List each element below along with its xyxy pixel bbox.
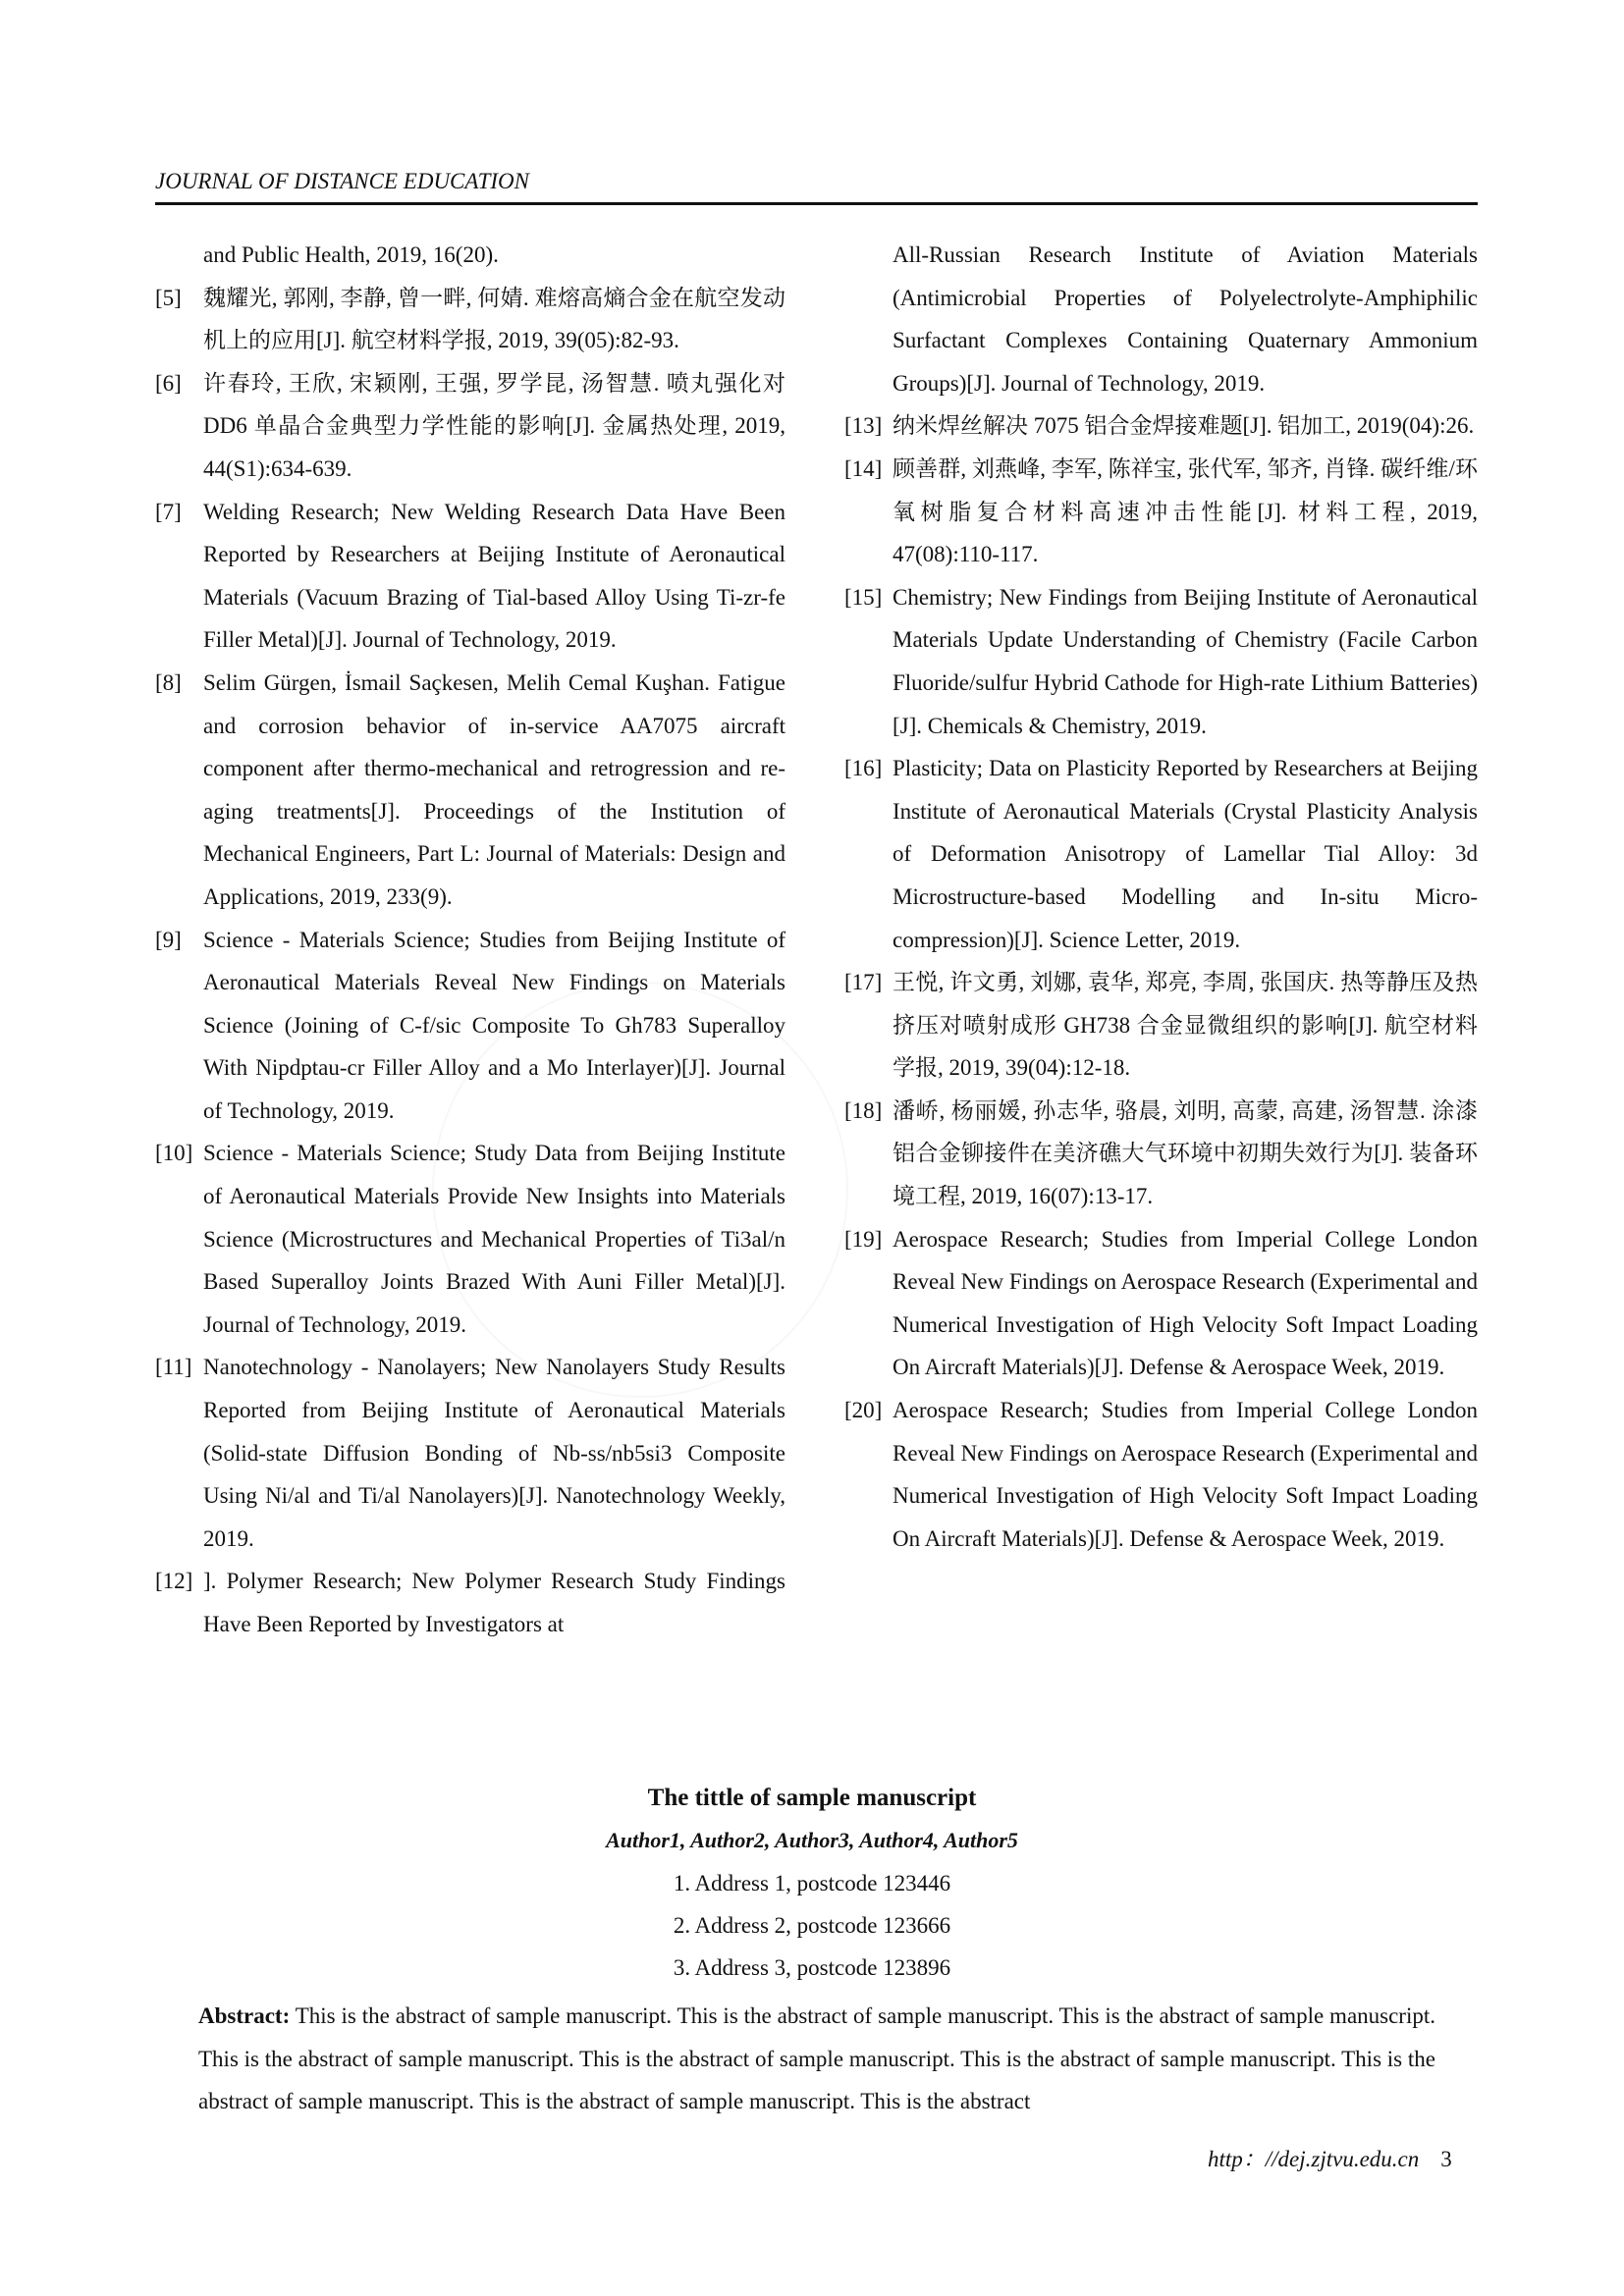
reference-text: Plasticity; Data on Plasticity Reported by Researchers at Beijing Institute of Aeronautical Materials (Crystal Plasticity Analysis of Deformation Anisotropy of Lamellar Tial Alloy: 3d Microstructure-based Modelling and In-situ Micro-compression)[J]. Science Letter, 2019. <box>893 756 1478 952</box>
reference-item <box>155 1560 785 1645</box>
journal-url[interactable]: http：//dej.zjtvu.edu.cn <box>1208 2147 1420 2171</box>
reference-text: 纳米焊丝解决 7075 铝合金焊接难题[J]. 铝加工, 2019(04):26. <box>893 413 1475 439</box>
abstract-label: Abstract: <box>198 2003 291 2028</box>
reference-item <box>155 919 785 1133</box>
reference-text: Chemistry; New Findings from Beijing Institute of Aeronautical Materials Update Understanding of Chemistry (Facile Carbon Fluoride/sulfur Hybrid Cathode for High-rate Lithium Batteries)[J]. Chemicals & Chemistry, 2019. <box>893 584 1478 738</box>
reference-text: ]. Polymer Research; New Polymer Research Study Findings Have Been Reported by Investigators at <box>203 1569 785 1636</box>
reference-text: 许春玲, 王欣, 宋颖刚, 王强, 罗学昆, 汤智慧. 喷丸强化对 DD6 单晶合金典型力学性能的影响[J]. 金属热处理, 2019, 44(S1):634-639. <box>203 370 785 481</box>
reference-item <box>844 1218 1478 1389</box>
reference-number: [14] <box>844 455 883 481</box>
reference-text: 王悦, 许文勇, 刘娜, 袁华, 郑亮, 李周, 张国庆. 热等静压及热挤压对喷射成形 GH738 合金显微组织的影响[J]. 航空材料学报, 2019, 39(04):12-18. <box>893 970 1478 1081</box>
reference-item <box>155 1132 785 1346</box>
reference-number: [8] <box>155 669 182 695</box>
manuscript-authors: Author1, Author2, Author3, Author4, Author5 <box>606 1828 1018 1852</box>
reference-item <box>844 1090 1478 1218</box>
reference-number: [7] <box>155 499 182 524</box>
reference-item <box>844 1389 1478 1560</box>
reference-text: 顾善群, 刘燕峰, 李军, 陈祥宝, 张代军, 邹齐, 肖锋. 碳纤维/环氧树脂复合材料高速冲击性能[J]. 材料工程, 2019, 47(08):110-117. <box>893 455 1478 567</box>
reference-text: Aerospace Research; Studies from Imperial College London Reveal New Findings on Aerospace Research (Experimental and Numerical Investigation of High Velocity Soft Impact Loading On Aircraft Materials)[J]. Defense & Aerospace Week, 2019. <box>893 1398 1478 1551</box>
page-number: 3 <box>1440 2147 1452 2171</box>
reference-item <box>844 404 1478 448</box>
reference-text: Selim Gürgen, İsmail Saçkesen, Melih Cemal Kuşhan. Fatigue and corrosion behavior of in-service AA7075 aircraft component after thermo-mechanical and retrogression and re-aging treatments[J]. Proceedings of the Institution of Mechanical Engineers, Part L: Journal of Materials: Design and Applications, 2019, 233(9). <box>203 669 785 909</box>
page-footer <box>1208 2141 1452 2173</box>
reference-item <box>844 448 1478 576</box>
reference-continuation: All-Russian Research Institute of Aviation Materials (Antimicrobial Properties of Polyelectrolyte-Amphiphilic Surfactant Complexes Containing Quaternary Ammonium Groups)[J]. Journal of Technology, 2019. <box>893 242 1478 396</box>
reference-number: [15] <box>844 584 883 610</box>
reference-number: [16] <box>844 756 883 781</box>
reference-continuation: and Public Health, 2019, 16(20). <box>203 242 499 267</box>
running-header: JOURNAL OF DISTANCE EDUCATION <box>155 169 529 193</box>
references-left-column <box>155 234 785 1646</box>
reference-number: [12] <box>155 1569 193 1594</box>
reference-number: [11] <box>155 1355 192 1380</box>
reference-text: Nanotechnology - Nanolayers; New Nanolayers Study Results Reported from Beijing Institute of Aeronautical Materials (Solid-state Diffusion Bonding of Nb-ss/nb5si3 Composite Using Ni/al and Ti/al Nanolayers)[J]. Nanotechnology Weekly, 2019. <box>203 1355 785 1551</box>
reference-number: [9] <box>155 927 182 952</box>
references-right-column <box>844 234 1478 1560</box>
reference-text: Science - Materials Science; Study Data from Beijing Institute of Aeronautical Materials Provide New Insights into Materials Science (Microstructures and Mechanical Properties of Ti3al/n Based Superalloy Joints Brazed With Auni Filler Metal)[J]. Journal of Technology, 2019. <box>203 1141 785 1337</box>
reference-item <box>844 747 1478 961</box>
address-line: 3. Address 3, postcode 123896 <box>673 1955 951 1980</box>
reference-number: [13] <box>844 413 883 439</box>
reference-item <box>155 1346 785 1560</box>
address-line: 2. Address 2, postcode 123666 <box>673 1913 951 1938</box>
reference-text: 魏耀光, 郭刚, 李静, 曾一畔, 何婧. 难熔高熵合金在航空发动机上的应用[J]. 航空材料学报, 2019, 39(05):82-93. <box>203 285 785 353</box>
reference-text: Welding Research; New Welding Research Data Have Been Reported by Researchers at Beijing Institute of Aeronautical Materials (Vacuum Brazing of Tial-based Alloy Using Ti-zr-fe Filler Metal)[J]. Journal of Technology, 2019. <box>203 499 785 653</box>
reference-text: Science - Materials Science; Studies from Beijing Institute of Aeronautical Materials Reveal New Findings on Materials Science (Joining of C-f/sic Composite To Gh783 Superalloy With Nipdptau-cr Filler Alloy and a Mo Interlayer)[J]. Journal of Technology, 2019. <box>203 927 785 1123</box>
manuscript-title: The tittle of sample manuscript <box>647 1785 977 1811</box>
reference-text: Aerospace Research; Studies from Imperial College London Reveal New Findings on Aerospace Research (Experimental and Numerical Investigation of High Velocity Soft Impact Loading On Aircraft Materials)[J]. Defense & Aerospace Week, 2019. <box>893 1226 1478 1380</box>
reference-number: [10] <box>155 1141 193 1166</box>
abstract-text: This is the abstract of sample manuscript. This is the abstract of sample manuscript. This is the abstract of sample manuscript. This is the abstract of sample manuscript. This is the abstract of sample manuscript. This is the abstract of sample manuscript. This is the abstract of sample manuscript. This is the abstract of sample manuscript. This is the abstract <box>198 2003 1435 2114</box>
reference-number: [18] <box>844 1097 883 1123</box>
abstract <box>198 1995 1435 2123</box>
reference-number: [5] <box>155 285 182 310</box>
reference-number: [19] <box>844 1226 883 1252</box>
reference-number: [6] <box>155 370 182 396</box>
reference-item <box>155 662 785 919</box>
header-rule <box>155 202 1478 205</box>
reference-item <box>844 961 1478 1090</box>
reference-number: [17] <box>844 970 883 995</box>
reference-item <box>155 277 785 362</box>
address-line: 1. Address 1, postcode 123446 <box>673 1871 951 1896</box>
reference-item <box>155 362 785 491</box>
reference-number: [20] <box>844 1398 883 1423</box>
reference-text: 潘峤, 杨丽媛, 孙志华, 骆晨, 刘明, 高蒙, 高建, 汤智慧. 涂漆铝合金铆接件在美济礁大气环境中初期失效行为[J]. 装备环境工程, 2019, 16(07):13-17. <box>893 1097 1478 1209</box>
reference-item <box>844 576 1478 747</box>
reference-item <box>155 491 785 662</box>
